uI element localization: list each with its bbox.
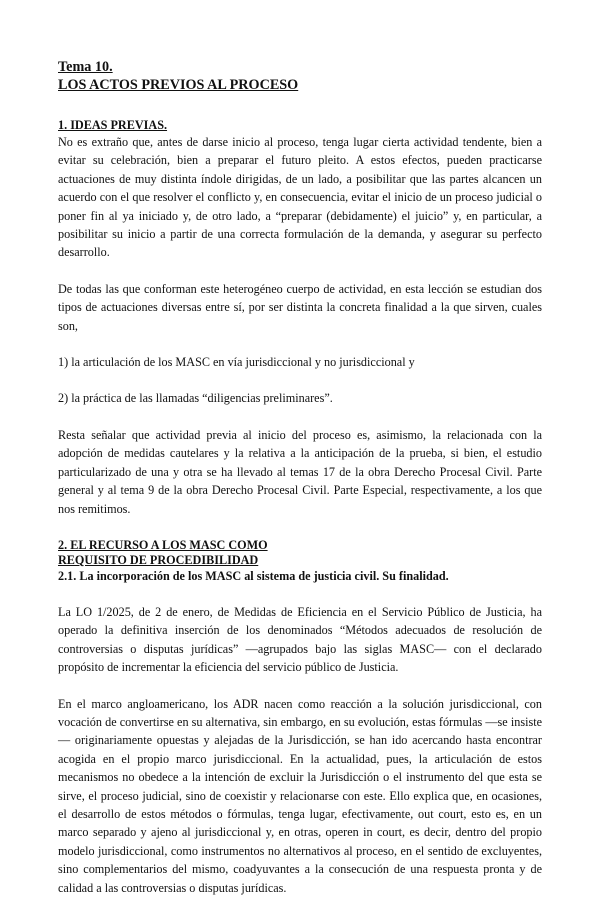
paragraph: Resta señalar que actividad previa al inicio del proceso es, asimismo, la relacionada con la adopción de medidas cautelares y la relativa a la anticipación de la prueba, si bien, el estudio particularizado de una y otra se ha llevado al temas 17 de la obra Derecho Procesal Civil. Parte general y al tema 9 de la obra Derecho Procesal Civil. Parte Especial, respectivamente, a los que nos remitimos. xyxy=(58,427,542,516)
section-2-heading: 2. EL RECURSO A LOS MASC COMO xyxy=(58,537,268,552)
paragraph: De todas las que conforman este heterogéneo cuerpo de actividad, en esta lección se estudian dos tipos de actuaciones diversas entre sí, por ser distinta la concreta finalidad a la que sirven, cuales son, xyxy=(58,281,542,333)
document-body xyxy=(58,58,542,897)
list-item: 2) la práctica de las llamadas “diligencias preliminares”. xyxy=(58,391,333,406)
section-1-heading: 1. IDEAS PREVIAS. xyxy=(58,118,168,132)
section-recurso-masc xyxy=(58,538,542,897)
chapter-title: LOS ACTOS PREVIOS AL PROCESO xyxy=(58,77,299,93)
list-item: 1) la articulación de los MASC en vía jurisdiccional y no jurisdiccional y xyxy=(58,355,415,370)
document-title xyxy=(58,58,542,94)
paragraph: En el marco angloamericano, los ADR nacen como reacción a la solución jurisdiccional, con vocación de convertirse en su alternativa, sin embargo, en su evolución, estas fórmulas —se insiste— originariamente opuestas y alejadas de la Jurisdicción, se han ido acercando hasta encontrar acogida en el propio marco jurisdiccional. En la actualidad, pues, la articulación de estos mecanismos no obedece a la intención de excluir la Jurisdicción o el instrumento del que esta se sirve, el proceso judicial, sino de coexistir y relacionarse con este. Ello explica que, en ocasiones, el desarrollo de estos métodos o fórmulas, tenga lugar, efectivamente, out court, esto es, en un marco separado y ajeno al jurisdiccional y, en otras, operen in court, es decir, dentro del propio modelo jurisdiccional, como instrumentos no alternativos al proceso, en el sentido de excluyentes, sino complementarios del mismo, coadyuvantes a la consecución de una respuesta pronta y de calidad a las controversias o disputas jurídicas. xyxy=(58,696,542,895)
section-ideas-previas xyxy=(58,118,542,518)
subsection-2-1-heading: 2.1. La incorporación de los MASC al sistema de justicia civil. Su finalidad. xyxy=(58,568,449,583)
section-2-heading-continued: REQUISITO DE PROCEDIBILIDAD xyxy=(58,552,259,567)
paragraph: No es extraño que, antes de darse inicio al proceso, tenga lugar cierta actividad tendente, bien a evitar su celebración, bien a preparar el futuro pleito. A estos efectos, pueden practicarse actuaciones de muy distinta índole dirigidas, de un lado, a posibilitar que las partes alcancen un acuerdo con el que resolver el conflicto y, en consecuencia, evitar el inicio de un proceso judicial o poner fin al ya iniciado y, de otro lado, a “preparar (debidamente) el juicio” y, en particular, a posibilitar su inicio a partir de una correcta formulación de la demanda, y asegurar su perfecto desarrollo. xyxy=(58,135,542,260)
chapter-number: Tema 10. xyxy=(58,59,113,75)
paragraph: La LO 1/2025, de 2 de enero, de Medidas de Eficiencia en el Servicio Público de Justicia, ha operado la definitiva inserción de los denominados “Métodos adecuados de resolución de controversias o disputas jurídicas” —agrupados bajo las siglas MASC— con el declarado propósito de incrementar la eficiencia del servicio público de Justicia. xyxy=(58,604,542,675)
